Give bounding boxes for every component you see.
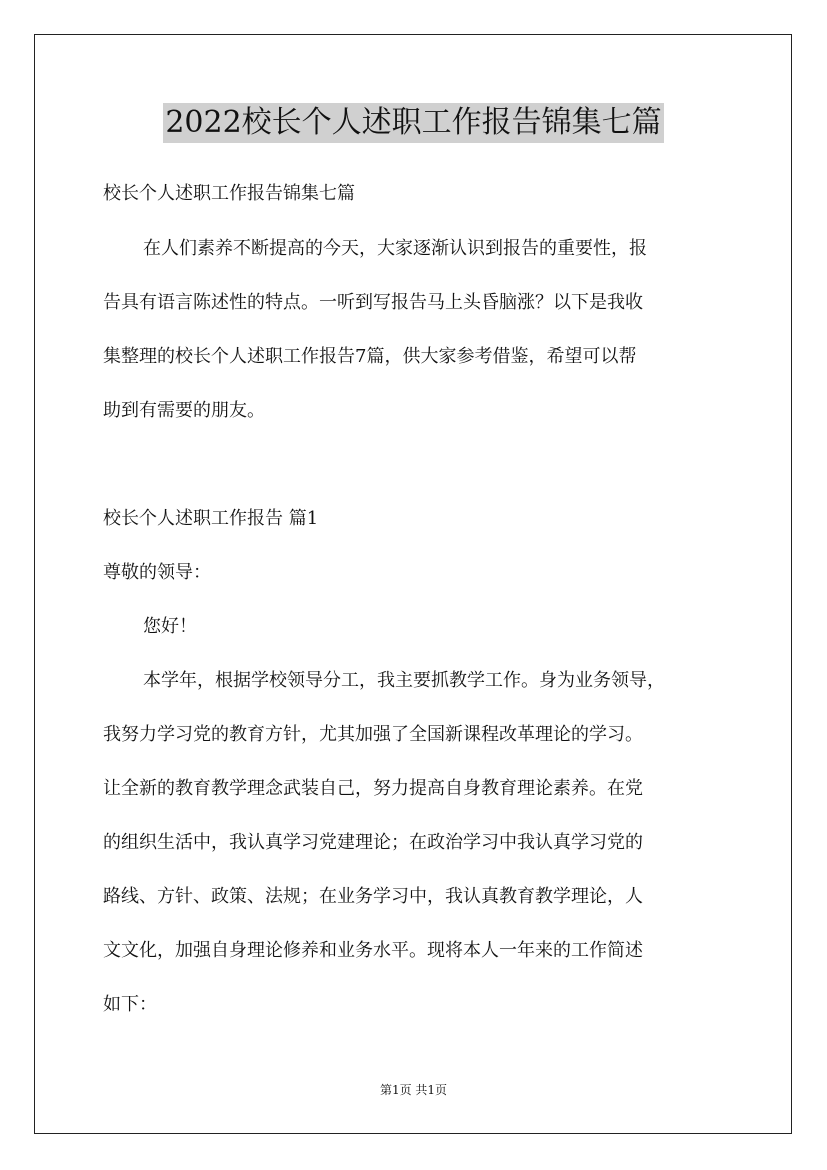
greeting: 您好！ bbox=[143, 616, 197, 637]
document-title: 2022校长个人述职工作报告锦集七篇 bbox=[163, 103, 663, 143]
title-container bbox=[0, 103, 827, 143]
body-line-2: 我努力学习党的教育方针，尤其加强了全国新课程改革理论的学习。 bbox=[103, 724, 643, 745]
body-line-3: 让全新的教育教学理念武装自己，努力提高自身教育理论素养。在党 bbox=[103, 778, 643, 799]
body-line-4: 的组织生活中，我认真学习党建理论；在政治学习中我认真学习党的 bbox=[103, 832, 643, 853]
intro-line-2: 告具有语言陈述性的特点。一听到写报告马上头昏脑涨？以下是我收 bbox=[103, 292, 643, 313]
document-subtitle: 校长个人述职工作报告锦集七篇 bbox=[103, 183, 355, 204]
intro-line-4: 助到有需要的朋友。 bbox=[103, 400, 265, 421]
body-line-5: 路线、方针、政策、法规；在业务学习中，我认真教育教学理论，人 bbox=[103, 886, 643, 907]
body-line-6: 文文化，加强自身理论修养和业务水平。现将本人一年来的工作简述 bbox=[103, 940, 643, 961]
intro-line-1: 在人们素养不断提高的今天，大家逐渐认识到报告的重要性，报 bbox=[143, 238, 647, 259]
salutation: 尊敬的领导： bbox=[103, 562, 211, 583]
body-line-1: 本学年，根据学校领导分工，我主要抓教学工作。身为业务领导， bbox=[143, 670, 665, 691]
intro-line-3: 集整理的校长个人述职工作报告7篇，供大家参考借鉴，希望可以帮 bbox=[103, 346, 637, 367]
page-number: 第1页 共1页 bbox=[379, 1083, 448, 1097]
body-line-7: 如下： bbox=[103, 994, 157, 1015]
section-heading: 校长个人述职工作报告 篇1 bbox=[103, 508, 319, 529]
